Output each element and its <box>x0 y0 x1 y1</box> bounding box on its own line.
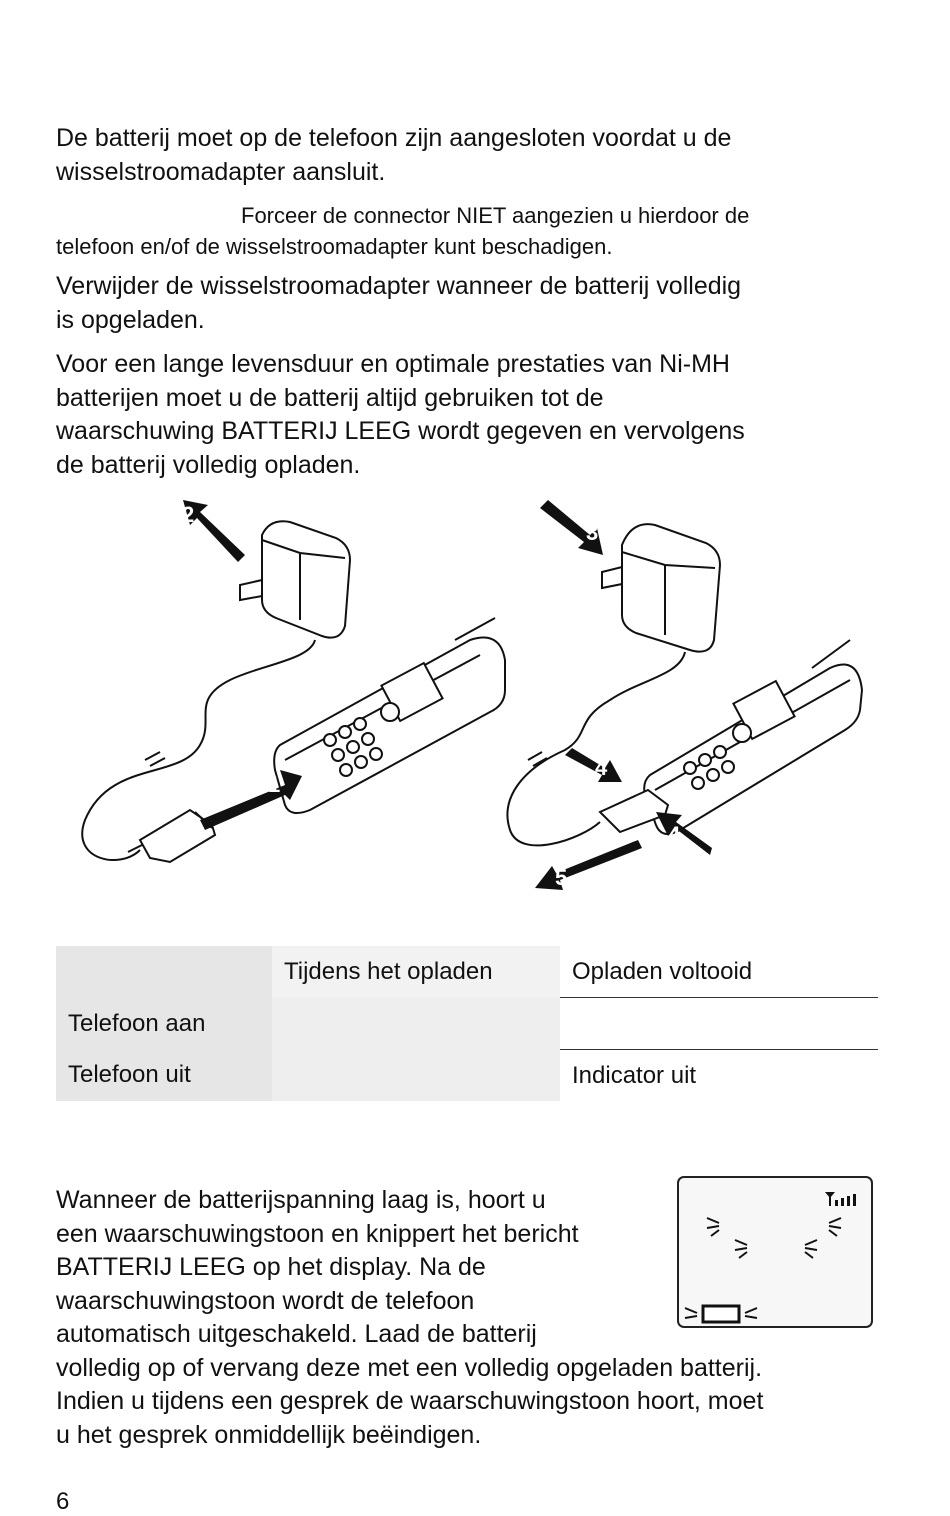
text-line: de batterij volledig opladen. <box>56 450 361 479</box>
charging-status-table <box>56 946 878 1101</box>
table-cell <box>272 1050 560 1102</box>
text-line: batterijen moet u de batterij altijd gebruiken tot de <box>56 383 604 412</box>
remove-adapter-paragraph <box>56 270 741 337</box>
text-line: automatisch uitgeschakeld. Laad de batterij <box>56 1320 537 1348</box>
table-cell: Telefoon uit <box>56 1050 272 1102</box>
step-label-3: 3 <box>586 520 599 545</box>
phone-left <box>274 618 505 813</box>
connector-left <box>128 810 215 862</box>
signal-strength-icon <box>825 1192 856 1206</box>
text-line: Wanneer de batterijspanning laag is, hoort u <box>56 1186 546 1214</box>
text-line: Voor een lange levensduur en optimale prestaties van Ni-MH <box>56 350 730 378</box>
intro-paragraph <box>56 122 731 189</box>
text-line: volledig op of vervang deze met een volledig opgeladen batterij. <box>56 1353 763 1382</box>
text-line: Verwijder de wisselstroomadapter wanneer de batterij volledig <box>56 272 742 300</box>
note-line: telefoon en/of de wisselstroomadapter kunt beschadigen. <box>56 234 613 259</box>
charging-illustration <box>0 480 950 900</box>
table-header-cell: Opladen voltooid <box>560 946 878 998</box>
table-cell: Telefoon aan <box>56 998 272 1050</box>
text-line: waarschuwingstoon wordt de telefoon <box>56 1286 475 1315</box>
table-header-row <box>56 946 878 998</box>
text-line: een waarschuwingstoon en knippert het bericht <box>56 1219 579 1248</box>
step-label-4a: 4 <box>595 755 608 780</box>
empty-battery-icon <box>685 1306 757 1322</box>
text-line: is opgeladen. <box>56 305 205 334</box>
note-line: Forceer de connector NIET aangezien u hierdoor de <box>241 203 750 228</box>
low-battery-display-icon <box>679 1178 871 1326</box>
text-line: waarschuwing BATTERIJ LEEG wordt gegeven en vervolgens <box>56 417 745 445</box>
table-cell <box>560 998 878 1050</box>
caution-note <box>56 200 886 262</box>
phone-right <box>644 640 862 834</box>
table-header-cell <box>56 946 272 998</box>
step-label-2: 2 <box>182 502 195 527</box>
battery-life-paragraph <box>56 348 745 482</box>
step-label-1: 1 <box>268 772 281 797</box>
low-battery-paragraph <box>56 1184 763 1452</box>
text-line: De batterij moet op de telefoon zijn aangesloten voordat u de <box>56 124 732 152</box>
text-line: Indien u tijdens een gesprek de waarschuwingstoon hoort, moet <box>56 1387 764 1415</box>
table-cell: Indicator uit <box>560 1050 878 1102</box>
arrow-step-4-top <box>565 748 622 782</box>
phone-display <box>677 1176 873 1328</box>
step-label-4b: 4 <box>668 822 681 847</box>
table-row <box>56 1050 878 1102</box>
text-line: u het gesprek onmiddellijk beëindigen. <box>56 1420 482 1449</box>
table-cell <box>272 998 560 1050</box>
table-row <box>56 998 878 1050</box>
page-number: 6 <box>56 1488 70 1515</box>
step-label-5: 5 <box>555 865 568 890</box>
text-line: BATTERIJ LEEG op het display. Na de <box>56 1253 486 1281</box>
table-header-cell: Tijdens het opladen <box>272 946 560 998</box>
blink-marks-icon <box>707 1218 841 1258</box>
text-line: wisselstroomadapter aansluit. <box>56 157 386 186</box>
arrow-step-5 <box>535 840 642 890</box>
